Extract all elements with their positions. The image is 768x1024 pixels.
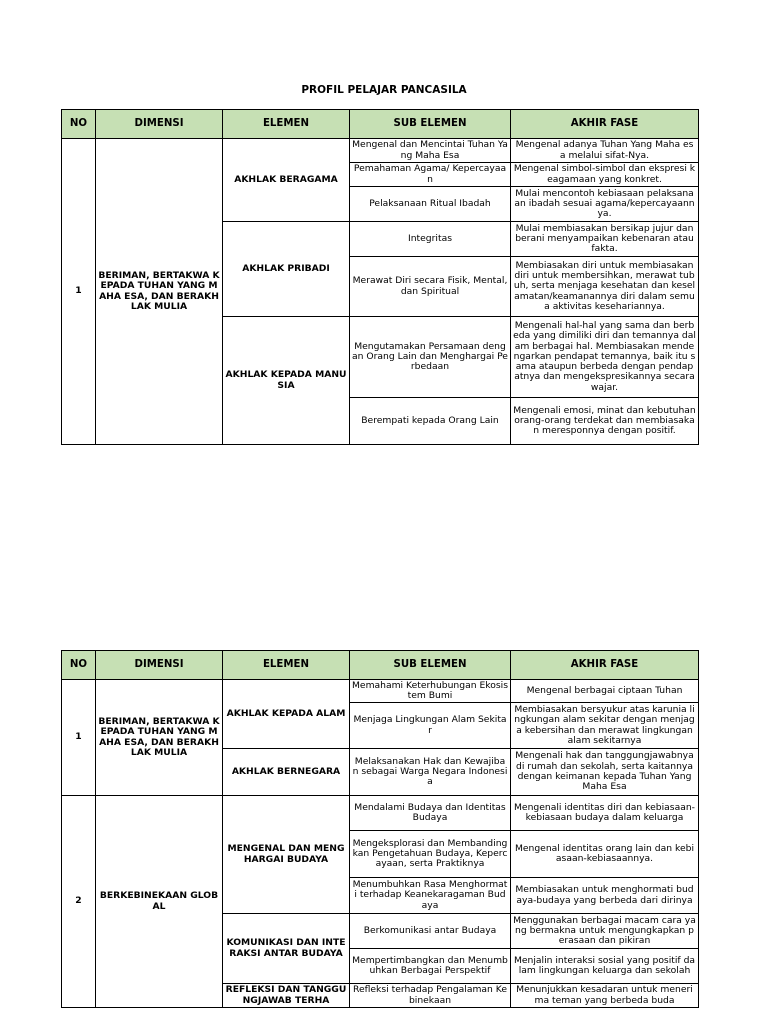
- table-row: [62, 139, 699, 163]
- elemen-cell: AKHLAK KEPADA ALAM: [223, 680, 350, 749]
- elemen-cell: AKHLAK PRIBADI: [223, 222, 350, 317]
- akhir-fase-cell: Mengenal adanya Tuhan Yang Maha esa melalui sifat-Nya.: [511, 139, 699, 163]
- sub-elemen-cell: Memahami Keterhubungan Ekosistem Bumi: [350, 680, 511, 703]
- sub-elemen-cell: Melaksanakan Hak dan Kewajiban sebagai Warga Negara Indonesia: [350, 749, 511, 796]
- header-dimensi: DIMENSI: [96, 651, 223, 680]
- header-elemen: ELEMEN: [223, 651, 350, 680]
- sub-elemen-cell: Mendalami Budaya dan Identitas Budaya: [350, 796, 511, 831]
- elemen-cell: AKHLAK BERNEGARA: [223, 749, 350, 796]
- header-sub-elemen: SUB ELEMEN: [350, 110, 511, 139]
- sub-elemen-cell: Menumbuhkan Rasa Menghormati terhadap Keanekaragaman Budaya: [350, 878, 511, 914]
- sub-elemen-cell: Refleksi terhadap Pengalaman Kebinekaan: [350, 984, 511, 1008]
- sub-elemen-cell: Mengutamakan Persamaan dengan Orang Lain dan Menghargai Perbedaan: [350, 317, 511, 398]
- akhir-fase-cell: Mengenali hal-hal yang sama dan berbeda yang dimiliki diri dan temannya dalam berbagai hal. Membiasakan mendengarkan pendapat temannya, baik itu sama ataupun berbeda dengan pendapatnya dan mengekspresikannya secara wajar.: [511, 317, 699, 398]
- akhir-fase-cell: Mulai mencontoh kebiasaan pelaksanaan ibadah sesuai agama/kepercayaannya.: [511, 187, 699, 222]
- table-header-row: [62, 651, 699, 680]
- akhir-fase-cell: Membiasakan untuk menghormati budaya-budaya yang berbeda dari dirinya: [511, 878, 699, 914]
- header-no: NO: [62, 651, 96, 680]
- table-row: [62, 680, 699, 703]
- akhir-fase-cell: Membiasakan diri untuk membiasakan diri untuk membersihkan, merawat tubuh, serta menjaga kesehatan dan keselamatan/keamanannya diri dalam semua aktivitas kesehariannya.: [511, 257, 699, 317]
- dimensi-cell: BERKEBINEKAAN GLOBAL: [96, 796, 223, 1008]
- sub-elemen-cell: Menjaga Lingkungan Alam Sekitar: [350, 703, 511, 749]
- profil-table-1: [61, 109, 699, 445]
- row-no: 1: [62, 139, 96, 445]
- table-header-row: [62, 110, 699, 139]
- sub-elemen-cell: Mengenal dan Mencintai Tuhan Yang Maha Esa: [350, 139, 511, 163]
- akhir-fase-cell: Mulai membiasakan bersikap jujur dan berani menyampaikan kebenaran atau fakta.: [511, 222, 699, 257]
- table-row: [62, 796, 699, 831]
- header-dimensi: DIMENSI: [96, 110, 223, 139]
- page-title: PROFIL PELAJAR PANCASILA: [301, 84, 467, 96]
- akhir-fase-cell: Mengenal identitas orang lain dan kebiasaan-kebiasaannya.: [511, 831, 699, 878]
- elemen-cell: AKHLAK BERAGAMA: [223, 139, 350, 222]
- elemen-cell: KOMUNIKASI DAN INTERAKSI ANTAR BUDAYA: [223, 914, 350, 984]
- elemen-cell: MENGENAL DAN MENGHARGAI BUDAYA: [223, 796, 350, 914]
- sub-elemen-cell: Mengeksplorasi dan Membandingkan Pengetahuan Budaya, Kepercayaan, serta Praktiknya: [350, 831, 511, 878]
- akhir-fase-cell: Mengenali hak dan tanggungjawabnya di rumah dan sekolah, serta kaitannya dengan keimanan kepada Tuhan Yang Maha Esa: [511, 749, 699, 796]
- header-sub-elemen: SUB ELEMEN: [350, 651, 511, 680]
- header-akhir-fase: AKHIR FASE: [511, 110, 699, 139]
- akhir-fase-cell: Mengenal simbol-simbol dan ekspresi keagamaan yang konkret.: [511, 163, 699, 187]
- sub-elemen-cell: Mempertimbangkan dan Menumbuhkan Berbagai Perspektif: [350, 949, 511, 984]
- sub-elemen-cell: Pelaksanaan Ritual Ibadah: [350, 187, 511, 222]
- header-akhir-fase: AKHIR FASE: [511, 651, 699, 680]
- row-no: 1: [62, 680, 96, 796]
- sub-elemen-cell: Merawat Diri secara Fisik, Mental, dan Spiritual: [350, 257, 511, 317]
- sub-elemen-cell: Pemahaman Agama/ Kepercayaan: [350, 163, 511, 187]
- row-no: 2: [62, 796, 96, 1008]
- sub-elemen-cell: Integritas: [350, 222, 511, 257]
- dimensi-cell: BERIMAN, BERTAKWA KEPADA TUHAN YANG MAHA ESA, DAN BERAKHLAK MULIA: [96, 139, 223, 445]
- header-elemen: ELEMEN: [223, 110, 350, 139]
- sub-elemen-cell: Berkomunikasi antar Budaya: [350, 914, 511, 949]
- akhir-fase-cell: Mengenali identitas diri dan kebiasaan-kebiasaan budaya dalam keluarga: [511, 796, 699, 831]
- elemen-cell: REFLEKSI DAN TANGGUNGJAWAB TERHA: [223, 984, 350, 1008]
- dimensi-cell: BERIMAN, BERTAKWA KEPADA TUHAN YANG MAHA ESA, DAN BERAKHLAK MULIA: [96, 680, 223, 796]
- akhir-fase-cell: Membiasakan bersyukur atas karunia lingkungan alam sekitar dengan menjaga kebersihan dan merawat lingkungan alam sekitarnya: [511, 703, 699, 749]
- akhir-fase-cell: Menunjukkan kesadaran untuk menerima teman yang berbeda buda: [511, 984, 699, 1008]
- elemen-cell: AKHLAK KEPADA MANUSIA: [223, 317, 350, 445]
- akhir-fase-cell: Menjalin interaksi sosial yang positif dalam lingkungan keluarga dan sekolah: [511, 949, 699, 984]
- akhir-fase-cell: Mengenali emosi, minat dan kebutuhan orang-orang terdekat dan membiasakan meresponnya dengan positif.: [511, 398, 699, 445]
- akhir-fase-cell: Mengenal berbagai ciptaan Tuhan: [511, 680, 699, 703]
- akhir-fase-cell: Menggunakan berbagai macam cara yang bermakna untuk mengungkapkan perasaan dan pikiran: [511, 914, 699, 949]
- header-no: NO: [62, 110, 96, 139]
- sub-elemen-cell: Berempati kepada Orang Lain: [350, 398, 511, 445]
- profil-table-2: [61, 650, 699, 1008]
